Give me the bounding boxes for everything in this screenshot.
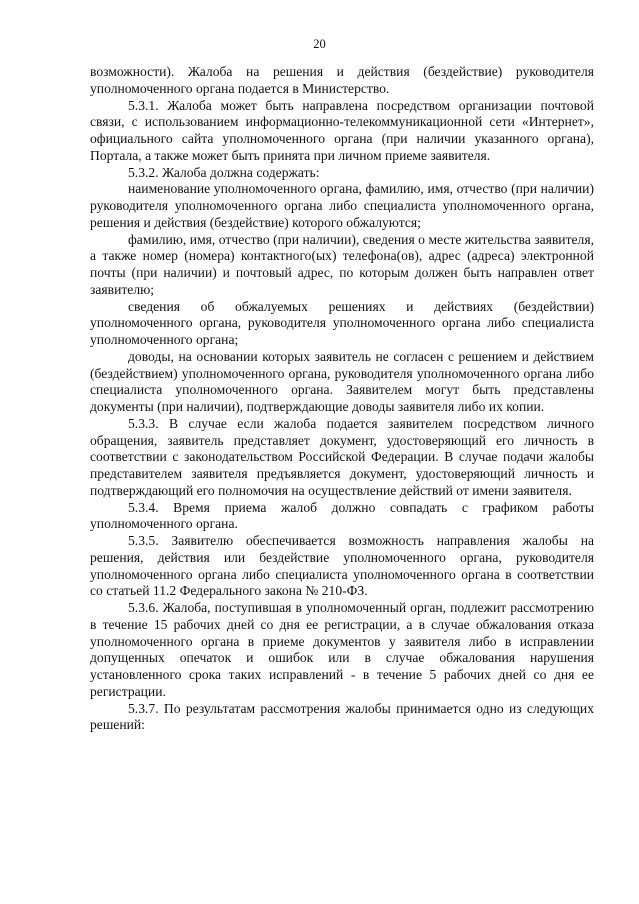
- paragraph-5-3-1: 5.3.1. Жалоба может быть направлена посредством организации почтовой связи, с использованием информационно-телекоммуникационной сети «Интернет», официального сайта уполномоченного органа (при наличии указанного органа), Портала, а также может быть принята при личном приеме заявителя.: [90, 97, 594, 163]
- paragraph-5-3-2: 5.3.2. Жалоба должна содержать:: [128, 164, 320, 180]
- list-item-authority-name: наименование уполномоченного органа, фамилию, имя, отчество (при наличии) руководителя уполномоченного органа либо специалиста уполномоченного органа, решения и действия (бездействие) которого обжалуются;: [90, 181, 594, 230]
- list-item-appealed-decisions: сведения об обжалуемых решениях и действиях (бездействии) уполномоченного органа, руководителя уполномоченного органа либо специалиста уполномоченного органа;: [90, 298, 594, 347]
- list-item-arguments: доводы, на основании которых заявитель не согласен с решением и действием (бездействием) уполномоченного органа, руководителя уполномоченного органа либо специалиста уполномоченного органа. Заявителем могут быть представлены документы (при наличии), подтверждающие доводы заявителя либо их копии.: [90, 348, 594, 414]
- paragraph-5-3-7: 5.3.7. По результатам рассмотрения жалобы принимается одно из следующих решений:: [90, 700, 594, 733]
- page-number: 20: [313, 37, 326, 51]
- paragraph-5-3-5: 5.3.5. Заявителю обеспечивается возможность направления жалобы на решения, действия или бездействие уполномоченного органа, руководителя уполномоченного органа либо специалиста уполномоченного органа в соответствии со статьей 11.2 Федерального закона № 210-ФЗ.: [90, 533, 594, 599]
- paragraph-continuation: возможности). Жалоба на решения и действия (бездействие) руководителя уполномоченного органа подается в Министерство.: [90, 64, 594, 96]
- list-item-applicant-details: фамилию, имя, отчество (при наличии), сведения о месте жительства заявителя, а также номер (номера) контактного(ых) телефона(ов), адрес (адреса) электронной почты (при наличии) и почтовый адрес, по которым должен быть направлен ответ заявителю;: [90, 231, 594, 297]
- paragraph-5-3-6: 5.3.6. Жалоба, поступившая в уполномоченный орган, подлежит рассмотрению в течение 15 рабочих дней со дня ее регистрации, а в случае обжалования отказа уполномоченного органа в приеме документов у заявителя либо в исправлении допущенных опечаток и ошибок или в случае обжалования нарушения установленного срока таких исправлений - в течение 5 рабочих дней со дня ее регистрации.: [90, 600, 594, 699]
- document-body: [90, 64, 594, 734]
- paragraph-5-3-4: 5.3.4. Время приема жалоб должно совпадать с графиком работы уполномоченного органа.: [90, 499, 594, 532]
- paragraph-5-3-3: 5.3.3. В случае если жалоба подается заявителем посредством личного обращения, заявитель представляет документ, удостоверяющий его личность в соответствии с законодательством Российской Федерации. В случае подачи жалобы представителем заявителя предъявляется документ, удостоверяющий личность и подтверждающий его полномочия на осуществление действий от имени заявителя.: [90, 415, 594, 498]
